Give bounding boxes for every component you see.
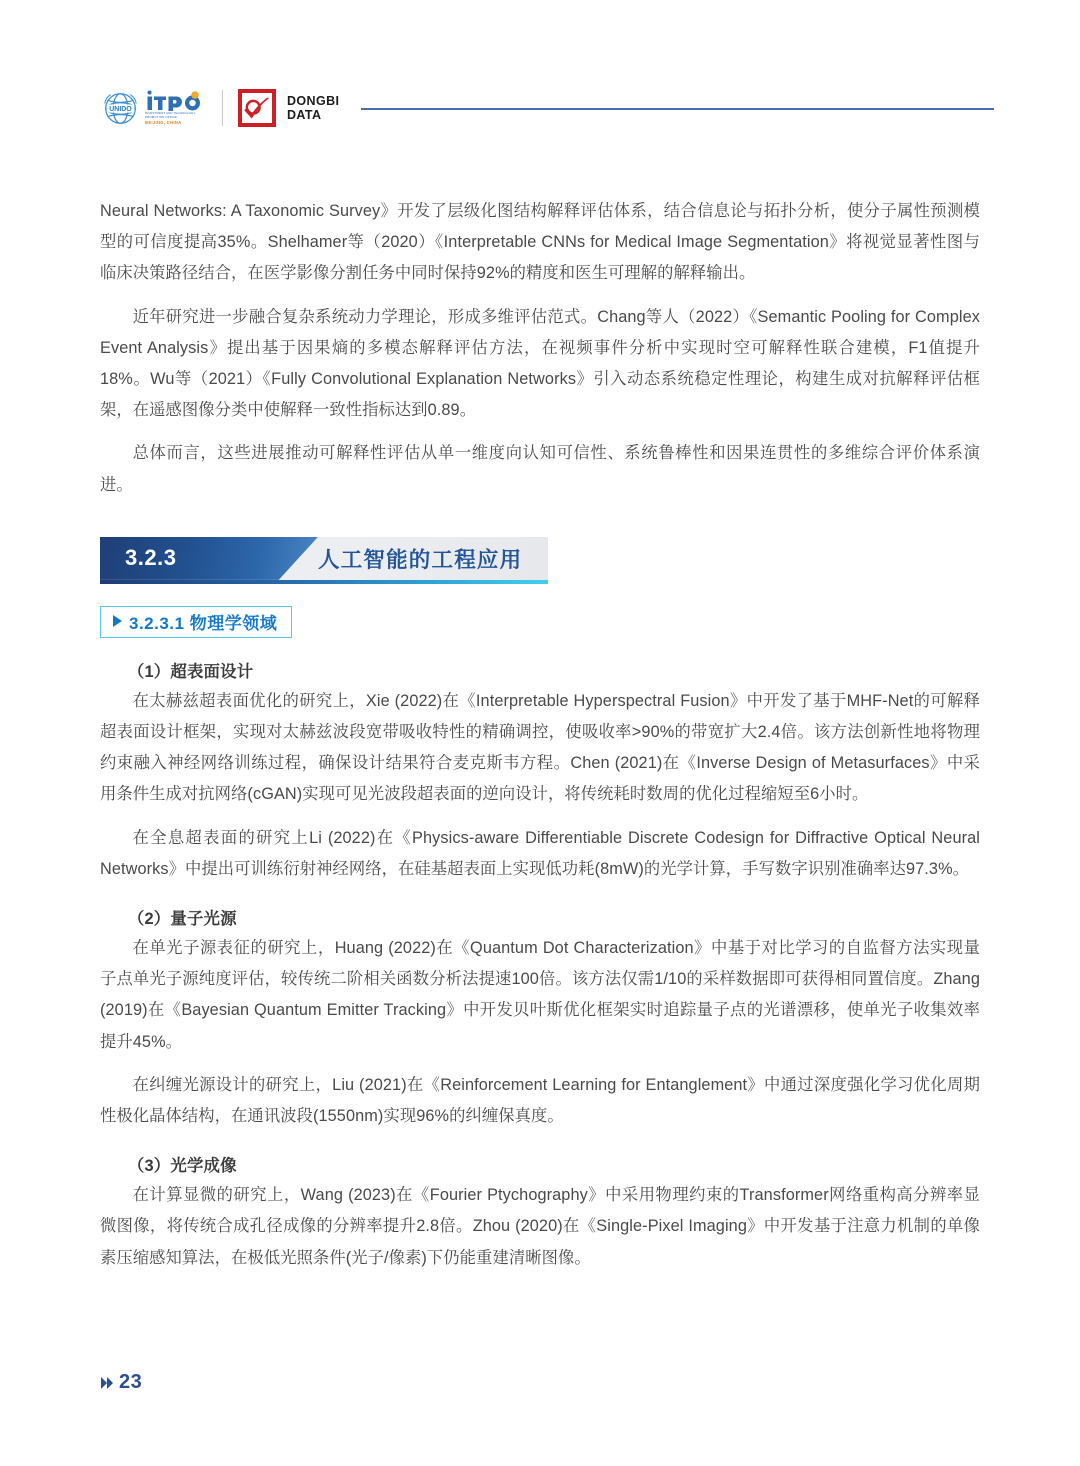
unido-logo: [100, 88, 141, 129]
itpo-wordmark: [145, 91, 205, 110]
dongbi-line-2: DATA: [287, 108, 322, 122]
dongbi-line-1: DONGBI: [287, 94, 340, 108]
paragraph-summary: 总体而言，这些进展推动可解释性评估从单一维度向认知可信性、系统鲁棒性和因果连贯性的多维综合评价体系演进。: [100, 444, 980, 494]
logo-divider: [222, 90, 223, 126]
item-1-paragraph-1: 在太赫兹超表面优化的研究上，Xie (2022)在《Interpretable Hyperspectral Fusion》中开发了基于MHF-Net的可解释超表面设计框架，实现对太赫兹波段宽带吸收特性的精确调控，使吸收率>90%的带宽扩大2.4倍。该方法创新性地将物理约束融入神经网络训练过程，确保设计结果符合麦克斯韦方程。Chen (2021)在《Inverse Design of Metasurfaces》中采用条件生成对抗网络(cGAN)实现可见光波段超表面的逆向设计，将传统耗时数周的优化过程缩短至6小时。: [100, 691, 980, 804]
double-chevron-right-icon: [100, 1375, 117, 1391]
dongbi-logo: [238, 89, 339, 127]
page-footer: [100, 1371, 142, 1394]
item-2-paragraph-2: 在纠缠光源设计的研究上，Liu (2021)在《Reinforcement Learning for Entanglement》中通过深度强化学习优化周期性极化晶体结构，在通讯波段(1550nm)实现96%的纠缠保真度。: [100, 1075, 980, 1126]
subsection-heading-3-2-3-1: [100, 606, 292, 638]
subsection-label: 3.2.3.1 物理学领域: [129, 613, 278, 633]
dongbi-wordmark: [287, 94, 339, 122]
page-number: 23: [119, 1371, 143, 1393]
item-1-paragraph-2: 在全息超表面的研究上Li (2022)在《Physics-aware Differentiable Discrete Codesign for Diffractive Optical Neural Networks》中提出可训练衍射神经网络，在硅基超表面上实现低功耗(8mW)的光学计算，手写数字识别准确率达97.3%。: [100, 828, 980, 878]
itpo-subtitle: INVESTMENT AND TECHNOLOGY PROMOTION OFFICE: [145, 110, 196, 119]
dongbi-swoosh-icon: [242, 93, 272, 123]
itpo-logo: [145, 91, 205, 126]
item-head-3: （3）光学成像: [127, 1157, 237, 1176]
page-header: [100, 82, 994, 134]
header-rule: [361, 108, 994, 110]
item-3-paragraph-1: 在计算显微的研究上，Wang (2023)在《Fourier Ptychography》中采用物理约束的Transformer网络重构高分辨率显微图像，将传统合成孔径成像的分辨率提升2.8倍。Zhou (2020)在《Single-Pixel Imaging》中开发基于注意力机制的单像素压缩感知算法，在极低光照条件(光子/像素)下仍能重建清晰图像。: [100, 1186, 980, 1267]
itpo-city: BEIJING, CHINA: [145, 120, 182, 126]
paragraph-intro: Neural Networks: A Taxonomic Survey》开发了层级化图结构解释评估体系，结合信息论与拓扑分析，使分子属性预测模型的可信度提高35%。Shelhamer等（2020）《Interpretable CNNs for Medical Image Segmentation》将视觉显著性图与临床决策路径结合，在医学影像分割任务中同时保持92%的精度和医生可理解的解释输出。: [100, 202, 980, 283]
item-head-2: （2）量子光源: [127, 910, 237, 929]
logo-group: [100, 88, 339, 129]
page-content: [100, 196, 980, 1276]
section-title: 人工智能的工程应用: [318, 547, 523, 572]
section-underline: [100, 580, 548, 584]
section-number: 3.2.3: [125, 545, 177, 571]
item-2-paragraph-1: 在单光子源表征的研究上，Huang (2022)在《Quantum Dot Characterization》中基于对比学习的自监督方法实现量子点单光子源纯度评估，较传统二阶相关函数分析法提速100倍。该方法仅需1/10的采样数据即可获得相同置信度。Zhang (2019)在《Bayesian Quantum Emitter Tracking》中开发贝叶斯优化框架实时追踪量子点的光谱漂移，使单光子收集效率提升45%。: [100, 939, 980, 1051]
dongbi-mark-icon: [238, 89, 276, 127]
itpo-wordmark-icon: [145, 90, 203, 111]
unido-globe-icon: [100, 88, 141, 129]
item-head-1: （1）超表面设计: [127, 662, 254, 681]
unido-wordmark: UNIDO: [109, 105, 132, 113]
paragraph-recent-research: 近年研究进一步融合复杂系统动力学理论，形成多维评估范式。Chang等人（2022）《Semantic Pooling for Complex Event Analysis》提出基于因果熵的多模态解释评估方法，在视频事件分析中实现时空可解释性联合建模，F1值提升18%。Wu等（2021）《Fully Convolutional Explanation Networks》引入动态系统稳定性理论，构建生成对抗解释评估框架，在遥感图像分类中使解释一致性指标达到0.89。: [100, 307, 980, 420]
triangle-right-icon: [113, 615, 122, 627]
section-heading-3-2-3: [100, 537, 548, 580]
